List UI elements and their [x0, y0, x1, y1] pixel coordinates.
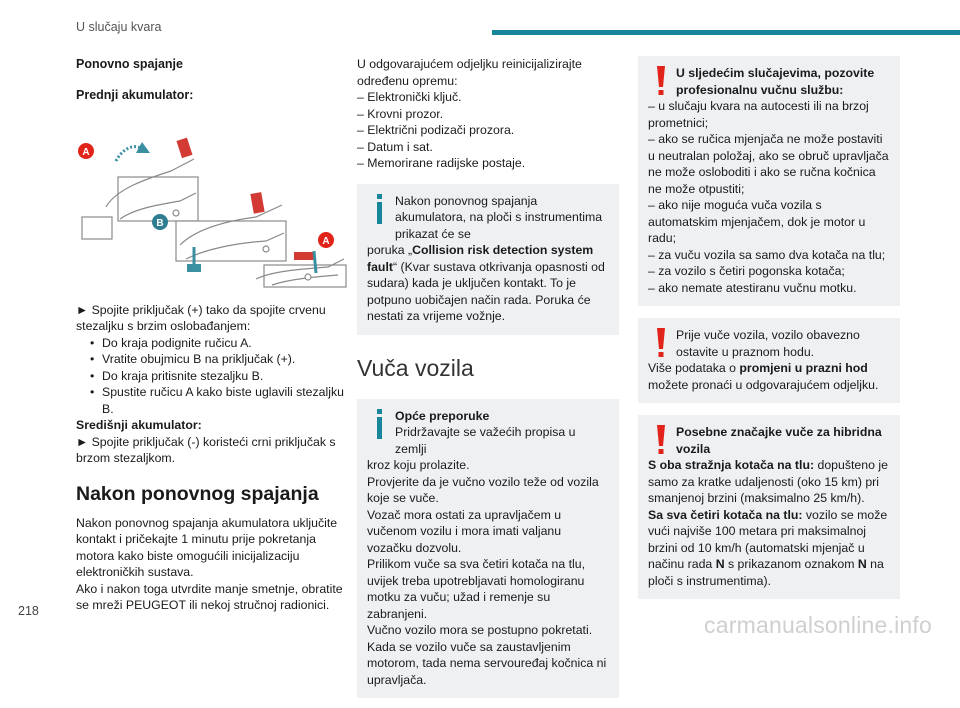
list-item: – ako nemate atestiranu vučnu motku.: [648, 280, 857, 295]
warning-box-neutral: [638, 318, 900, 403]
info-icon: [375, 409, 385, 439]
column-3: [638, 56, 900, 609]
neutral-body-pre: Više podataka o: [648, 361, 740, 375]
hybrid-four-text-a: vozilo se može vući najviše 100 metara pri maksimalnoj brzini od 10 km/h (automatski mjenjač u načinu rada: [648, 507, 888, 571]
warning-icon: [656, 328, 666, 358]
general-line-1: Pridržavajte se važećih propisa u zemlji: [395, 425, 576, 456]
general-para: Vozač mora ostati za upravljačem u vučenom vozilu i mora imati valjanu vozačku dozvolu.: [367, 507, 562, 555]
info-body-message: Collision risk detection system fault: [367, 243, 594, 274]
general-para: Prilikom vuče sa sva četiri kotača na tlu, uvijek treba upotrebljavati homologiranu motku za vuču; užad i remenje su zabranjeni.: [367, 557, 586, 621]
step-connect-negative: ► Spojite priključak (-) koristeći crni priključak s brzom stezaljkom.: [76, 434, 336, 465]
warning-icon: [656, 66, 666, 96]
bullet-item: • Do kraja podignite ručicu A.: [76, 335, 348, 352]
hybrid-four-text-b: s prikazanom oznakom: [724, 557, 858, 571]
reinit-intro: U odgovarajućem odjeljku reinicijalizirajte određenu opremu:: [357, 57, 582, 88]
list-item: – Datum i sat.: [357, 139, 433, 154]
figure-label-a1: A: [82, 147, 90, 158]
general-para: Kada se vozilo vuče sa zaustavljenim motorom, tada nema servouređaj kočnica ni upravljača.: [367, 639, 607, 687]
column-2: [357, 56, 619, 708]
hybrid-rear-label: S oba stražnja kotača na tlu:: [648, 458, 815, 472]
hybrid-title: Posebne značajke vuče za hibridna vozila: [676, 425, 882, 456]
info-body-post: “ (Kvar sustava otkrivanja opasnosti od sudara) kada je uključen kontakt. To je potpuno uobičajen način rada. Poruka će nestati za vrijeme vožnje.: [367, 259, 605, 323]
bullet-item: • Spustite ručicu A kako biste uglavili stezaljku B.: [76, 384, 348, 417]
gear-n-label: N: [715, 557, 725, 571]
heading-after-reconnect: Nakon ponovnog spajanja: [76, 482, 319, 505]
heading-central-battery: Središnji akumulator:: [76, 418, 202, 432]
after-reconnect-text: Nakon ponovnog spajanja akumulatora uključite kontakt i pričekajte 1 minutu prije pokretanja motora kako biste omogućili inicijalizaciju elektroničkih sustava.: [76, 515, 338, 579]
page-number: 218: [18, 604, 39, 618]
warning-icon: [656, 425, 666, 455]
warning-neutral-head: Prije vuče vozila, vozilo obavezno ostavite u praznom hodu.: [676, 328, 860, 359]
figure-label-a2: A: [322, 236, 330, 247]
hybrid-four-text-c: na ploči s instrumentima).: [648, 557, 884, 588]
list-item: – za vozilo s četiri pogonska kotača;: [648, 264, 845, 278]
bullet-item: • Vratite obujmicu B na priključak (+).: [76, 351, 348, 368]
hybrid-rear-text: dopušteno je samo za kratke udaljenosti (oko 15 km) pri smanjenoj brzini (maksimalno 25 km/h).: [648, 458, 888, 505]
heading-front-battery: Prednji akumulator:: [76, 87, 194, 102]
info-box-general: [357, 399, 619, 699]
watermark: carmanualsonline.info: [704, 612, 932, 638]
bullet-item: • Do kraja pritisnite stezaljku B.: [76, 368, 348, 385]
info-box-head: Nakon ponovnog spajanja akumulatora, na ploči s instrumentima prikazat će se: [395, 193, 603, 241]
header-accent-bar: [492, 30, 960, 35]
heading-reconnect: Ponovno spajanje: [76, 57, 183, 71]
list-item: – Električni podizači prozora.: [357, 123, 515, 137]
list-item: – u slučaju kvara na autocesti ili na brzoj prometnici;: [648, 99, 869, 130]
after-reconnect-text-2: Ako i nakon toga utvrdite manje smetnje, obratite se mreži PEUGEOT ili nekoj stručnoj radionici.: [76, 581, 343, 612]
step-connect-positive: ► Spojite priključak (+) tako da spojite crvenu stezaljku s brzim oslobađanjem:: [76, 302, 326, 333]
list-item: – Elektronički ključ.: [357, 90, 462, 104]
info-body-pre: poruka „: [367, 243, 413, 257]
list-item: – Krovni prozor.: [357, 106, 444, 121]
general-para: kroz koju prolazite.: [367, 458, 470, 472]
list-item: – ako nije moguća vuča vozila s automatskim mjenjačem, dok je motor u radu;: [648, 198, 866, 245]
column-1: [76, 56, 348, 614]
info-box-collision: [357, 184, 619, 335]
list-item: – ako se ručica mjenjača ne može postaviti u neutralan položaj, ako se obruč upravljača ne može osloboditi i ako se ručna kočnica ne može otpustiti;: [648, 132, 889, 196]
neutral-body-post: možete pronaći u odgovarajućem odjeljku.: [648, 377, 879, 392]
general-para: Vučno vozilo mora se postupno pokretati.: [367, 623, 593, 637]
general-title: Opće preporuke: [395, 408, 490, 423]
warning-title: U sljedećim slučajevima, pozovite profesionalnu vučnu službu:: [676, 66, 875, 97]
list-item: – za vuču vozila sa samo dva kotača na tlu;: [648, 247, 886, 262]
running-header: U slučaju kvara: [76, 20, 162, 34]
battery-clamp-figure: [76, 109, 348, 289]
gear-n-indicator: N: [857, 557, 867, 571]
warning-box-professional: [638, 56, 900, 306]
warning-box-hybrid: [638, 415, 900, 599]
info-icon: [375, 194, 385, 224]
hybrid-four-label: Sa sva četiri kotača na tlu:: [648, 507, 803, 522]
heading-towing: Vuča vozila: [357, 354, 474, 381]
list-item: – Memorirane radijske postaje.: [357, 156, 526, 170]
neutral-body-link: promjeni u prazni hod: [739, 361, 868, 375]
figure-label-b: B: [156, 218, 164, 229]
general-para: Provjerite da je vučno vozilo teže od vozila koje se vuče.: [367, 474, 599, 505]
